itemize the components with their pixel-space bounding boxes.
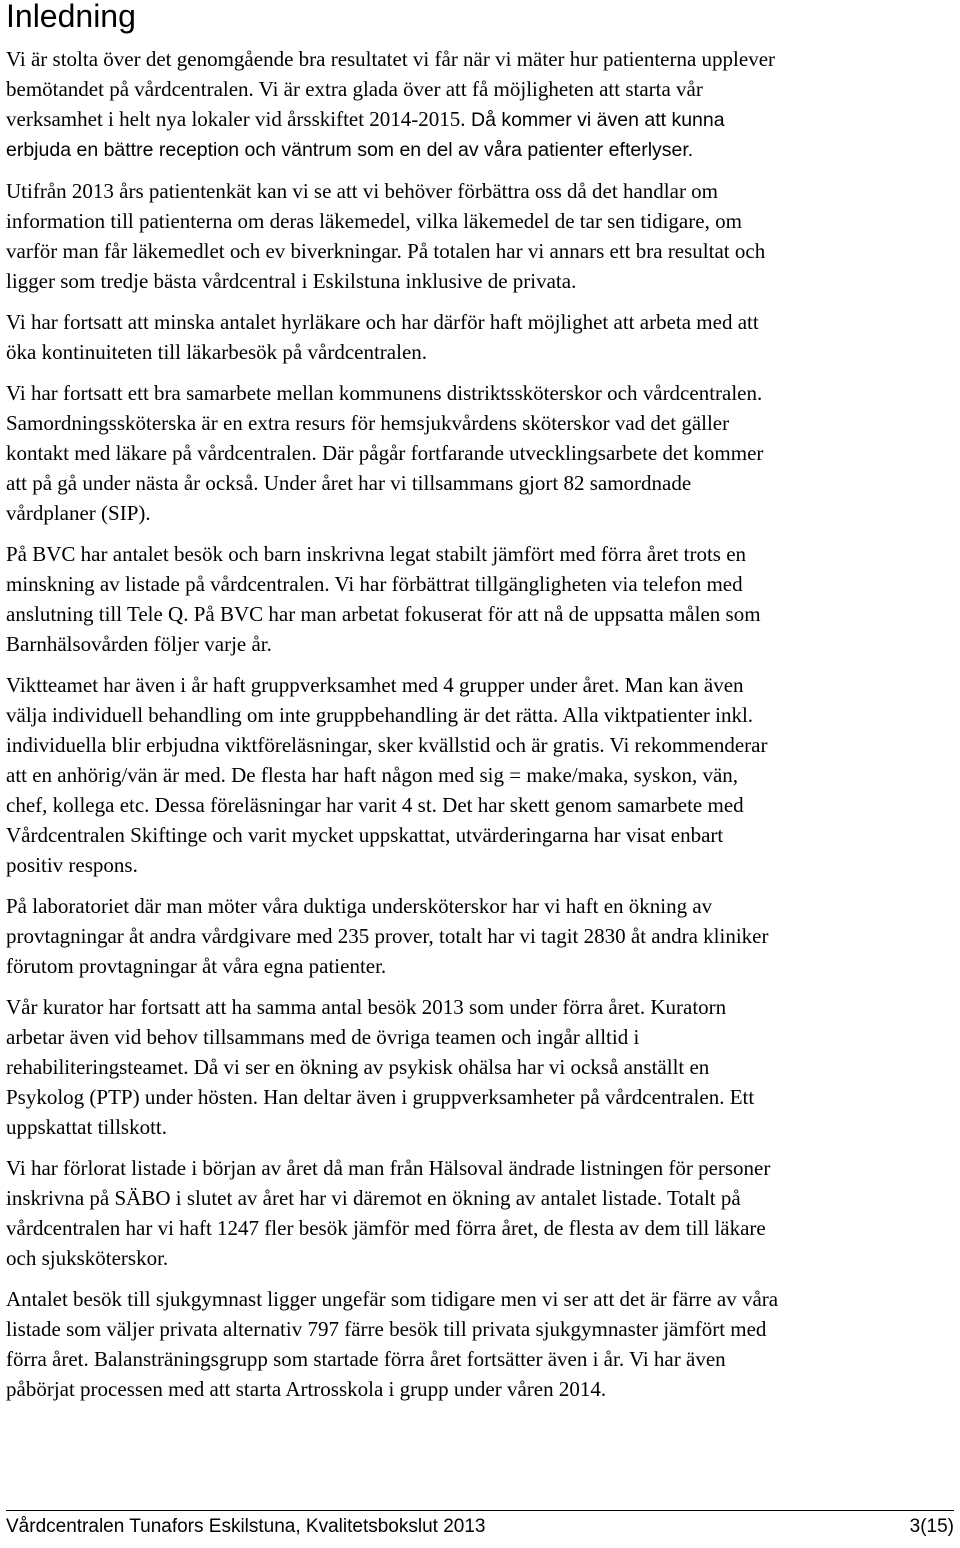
- paragraph-line: information till patienterna om deras läkemedel, vilka läkemedel de tar sen tidigare, om: [6, 209, 742, 233]
- paragraph-line: Vi har förlorat listade i början av året då man från Hälsoval ändrade listningen för personer: [6, 1156, 771, 1180]
- section-heading: Inledning: [6, 0, 136, 34]
- paragraph-7: [6, 891, 956, 981]
- paragraph-line: individuella blir erbjudna viktföreläsningar, sker kvällstid och är gratis. Vi rekommenderar: [6, 733, 768, 757]
- paragraph-10: [6, 1284, 956, 1404]
- paragraph-line: Psykolog (PTP) under hösten. Han deltar även i gruppverksamheter på vårdcentralen. Ett: [6, 1085, 755, 1109]
- paragraph-6: [6, 670, 956, 880]
- paragraph-4: [6, 378, 956, 528]
- paragraph-line: påbörjat processen med att starta Artrosskola i grupp under våren 2014.: [6, 1377, 607, 1401]
- paragraph-line: Vi har fortsatt ett bra samarbete mellan kommunens distriktssköterskor och vårdcentralen.: [6, 381, 763, 405]
- paragraph-line: positiv respons.: [6, 853, 138, 877]
- paragraph-line: kontakt med läkare på vårdcentralen. Där pågår fortfarande utvecklingsarbete det kommer: [6, 441, 764, 465]
- paragraph-line: Samordningssköterska är en extra resurs för hemsjukvårdens sköterskor vad det gäller: [6, 411, 730, 435]
- paragraph-line: chef, kollega etc. Dessa föreläsningar har varit 4 st. Det har skett genom samarbete med: [6, 793, 744, 817]
- paragraph-line: välja individuell behandling om inte gruppbehandling är det rätta. Alla viktpatienter inkl.: [6, 703, 754, 727]
- paragraph-line: provtagningar åt andra vårdgivare med 235 prover, totalt har vi tagit 2830 åt andra kliniker: [6, 924, 769, 948]
- paragraph-line: Antalet besök till sjukgymnast ligger ungefär som tidigare men vi ser att det är färre av våra: [6, 1287, 779, 1311]
- paragraph-line: ligger som tredje bästa vårdcentral i Eskilstuna inklusive de privata.: [6, 269, 577, 293]
- footer-page-number: 3(15): [909, 1516, 954, 1537]
- paragraph-line: och sjuksköterskor.: [6, 1246, 169, 1270]
- paragraph-9: [6, 1153, 956, 1273]
- paragraph-line-mixed: [6, 104, 956, 135]
- paragraph-line: anslutning till Tele Q. På BVC har man arbetat fokuserat för att nå de uppsatta målen som: [6, 602, 761, 626]
- paragraph-line: varför man får läkemedlet och ev biverkningar. På totalen har vi annars ett bra resultat och: [6, 239, 766, 263]
- paragraph-line: På laboratoriet där man möter våra duktiga undersköterskor har vi haft en ökning av: [6, 894, 713, 918]
- paragraph-line: inskrivna på SÄBO i slutet av året har vi däremot en ökning av antalet listade. Totalt på: [6, 1186, 741, 1210]
- paragraph-line: bemötandet på vårdcentralen. Vi är extra glada över att få möjligheten att starta vår: [6, 77, 703, 101]
- paragraph-line: Vårdcentralen Skiftinge och varit mycket uppskattat, utvärderingarna har visat enbart: [6, 823, 724, 847]
- footer-document-title: Vårdcentralen Tunafors Eskilstuna, Kvalitetsbokslut 2013: [6, 1516, 486, 1537]
- paragraph-line: Vi är stolta över det genomgående bra resultatet vi får när vi mäter hur patienterna upplever: [6, 47, 776, 71]
- paragraph-line: På BVC har antalet besök och barn inskrivna legat stabilt jämfört med förra året trots en: [6, 542, 747, 566]
- paragraph-line-part: verksamhet i helt nya lokaler vid årsskiftet 2014-2015.: [6, 107, 466, 131]
- paragraph-line: att en anhörig/vän är med. De flesta har haft någon med sig = make/maka, syskon, vän,: [6, 763, 739, 787]
- paragraph-line: förutom provtagningar åt våra egna patienter.: [6, 954, 387, 978]
- paragraph-line-part: Då kommer vi även att kunna: [465, 109, 725, 131]
- paragraph-line: att på gå under nästa år också. Under året har vi tillsammans gjort 82 samordnade: [6, 471, 692, 495]
- paragraph-8: [6, 992, 956, 1142]
- paragraph-line: uppskattat tillskott.: [6, 1115, 167, 1139]
- paragraph-5: [6, 539, 956, 659]
- paragraph-line: erbjuda en bättre reception och väntrum som en del av våra patienter efterlyser.: [6, 139, 694, 161]
- paragraph-line: Barnhälsovården följer varje år.: [6, 632, 272, 656]
- paragraph-line: vårdcentralen har vi haft 1247 fler besök jämför med förra året, de flesta av dem till läkare: [6, 1216, 766, 1240]
- page-footer: [6, 1514, 954, 1540]
- paragraph-1: [6, 44, 956, 165]
- paragraph-3: [6, 307, 956, 367]
- body-text: [6, 44, 956, 1404]
- paragraph-line: listade som väljer privata alternativ 797 färre besök till privata sjukgymnaster jämfört med: [6, 1317, 767, 1341]
- paragraph-line: öka kontinuiteten till läkarbesök på vårdcentralen.: [6, 340, 428, 364]
- paragraph-line: vårdplaner (SIP).: [6, 501, 151, 525]
- paragraph-line: rehabiliteringsteamet. Då vi ser en ökning av psykisk ohälsa har vi också anställt en: [6, 1055, 710, 1079]
- paragraph-line: Utifrån 2013 års patientenkät kan vi se att vi behöver förbättra oss då det handlar om: [6, 179, 719, 203]
- paragraph-line: arbetar även vid behov tillsammans med de övriga teamen och ingår alltid i: [6, 1025, 640, 1049]
- paragraph-line: Vi har fortsatt att minska antalet hyrläkare och har därför haft möjlighet att arbeta med att: [6, 310, 759, 334]
- paragraph-line: Viktteamet har även i år haft gruppverksamhet med 4 grupper under året. Man kan även: [6, 673, 744, 697]
- paragraph-line: förra året. Balansträningsgrupp som startade förra året fortsätter även i år. Vi har även: [6, 1347, 726, 1371]
- paragraph-line: Vår kurator har fortsatt att ha samma antal besök 2013 som under förra året. Kuratorn: [6, 995, 727, 1019]
- document-page: [6, 0, 956, 1415]
- footer-divider: [6, 1510, 954, 1511]
- paragraph-2: [6, 176, 956, 296]
- paragraph-line: minskning av listade på vårdcentralen. Vi har förbättrat tillgängligheten via telefon med: [6, 572, 743, 596]
